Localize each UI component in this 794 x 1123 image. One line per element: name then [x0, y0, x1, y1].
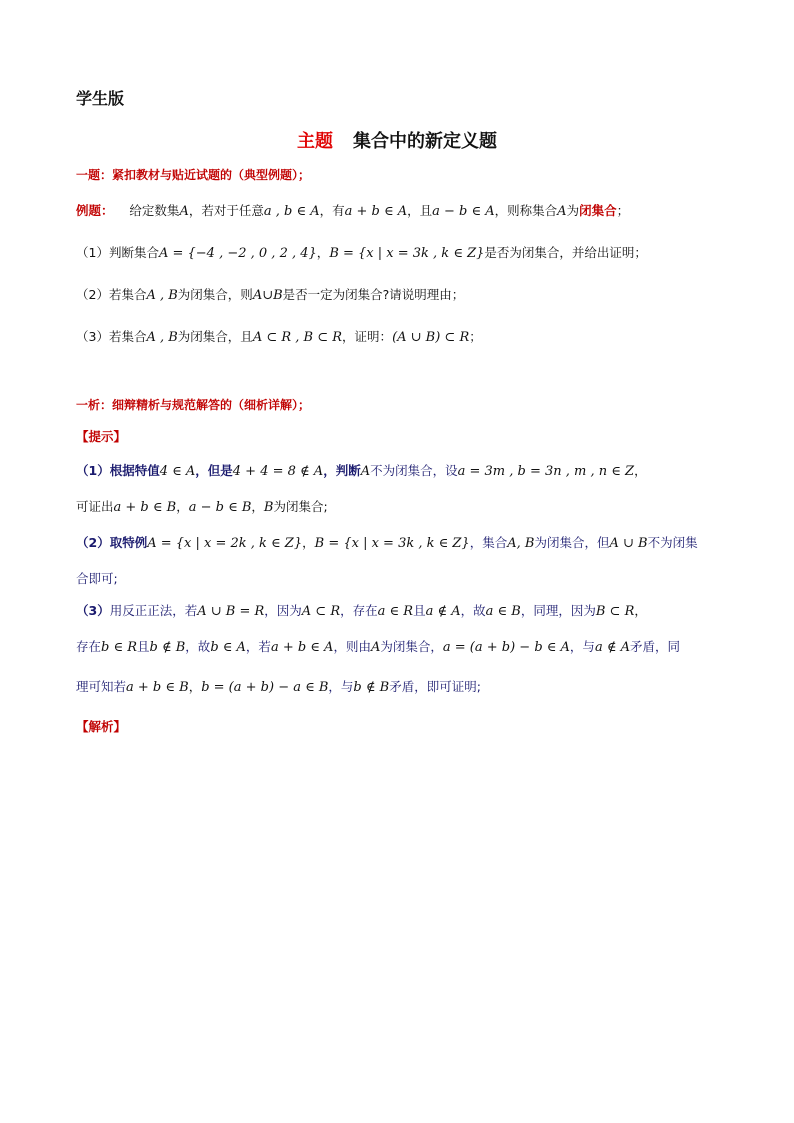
- hint-1: （1）根据特值4 ∈ A，但是4 + 4 = 8 ∉ A，判断A不为闭集合，设a = 3m , b = 3n , m , n ∈ Z，: [76, 463, 647, 479]
- question-3: （3）若集合A , B为闭集合，且A ⊂ R , B ⊂ R，证明：(A ∪ B) ⊂ R；: [76, 329, 482, 345]
- example-line: 例题： 给定数集A，若对于任意a , b ∈ A，有a + b ∈ A，且a − b ∈ A，则称集合A为闭集合；: [76, 203, 630, 219]
- hint-3-continued: 存在b ∈ R且b ∉ B，故b ∈ A，若a + b ∈ A，则由A为闭集合，a = (a + b) − b ∈ A，与a ∉ A矛盾，同: [76, 639, 680, 655]
- title-main: 集合中的新定义题: [353, 131, 497, 152]
- section2-heading: 一析：细辩精析与规范解答的（细析详解）；: [76, 398, 311, 412]
- hint-2-continued: 合即可;: [76, 571, 118, 586]
- hint-1-continued: 可证出a + b ∈ B，a − b ∈ B，B为闭集合;: [76, 499, 328, 515]
- hint-3-final: 理可知若a + b ∈ B，b = (a + b) − a ∈ B，与b ∉ B矛盾，即可证明;: [76, 679, 481, 695]
- section1-heading: 一题：紧扣教材与贴近试题的（典型例题）；: [76, 168, 311, 182]
- edition-label: 学生版: [76, 89, 125, 108]
- page-title: [0, 127, 794, 153]
- closed-set-term: 闭集合: [579, 203, 617, 218]
- hint-label: 【提示】: [76, 429, 127, 444]
- title-prefix: 主题: [297, 131, 333, 152]
- hint-2: （2）取特例A = {x | x = 2k , k ∈ Z}，B = {x | x = 3k , k ∈ Z}，集合A, B为闭集合，但A ∪ B不为闭集: [76, 535, 698, 551]
- question-2: （2）若集合A , B为闭集合，则A∪B是否一定为闭集合?请说明理由；: [76, 287, 465, 303]
- example-label: 例题：: [76, 203, 114, 218]
- question-1: （1）判断集合A = {−4 , −2 , 0 , 2 , 4}，B = {x | x = 3k , k ∈ Z}是否为闭集合，并给出证明；: [76, 245, 647, 261]
- analysis-label: 【解析】: [76, 719, 127, 734]
- hint-3: （3）用反正正法，若A ∪ B = R，因为A ⊂ R，存在a ∈ R且a ∉ A，故a ∈ B，同理，因为B ⊂ R，: [76, 603, 647, 619]
